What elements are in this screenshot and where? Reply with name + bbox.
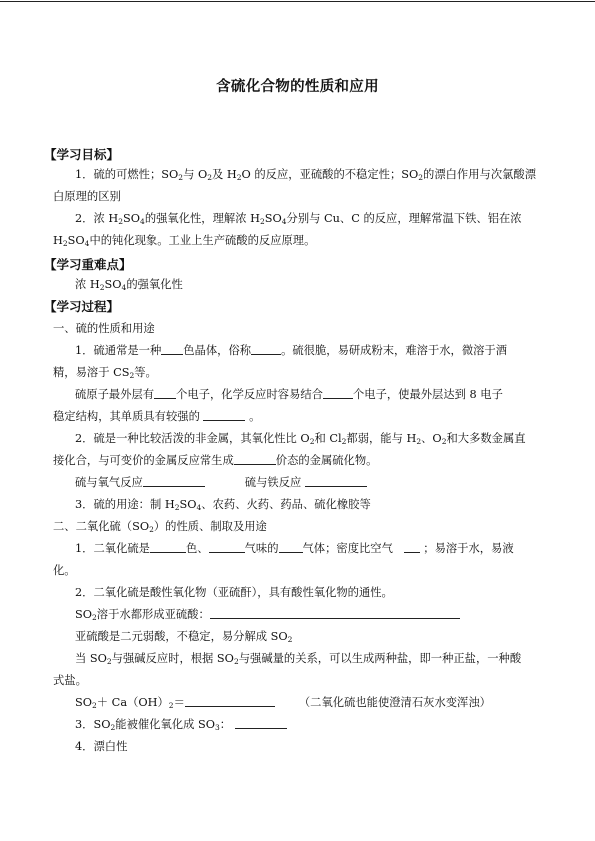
blank-outer-electrons[interactable]: [154, 387, 176, 399]
section-2-title: 二、二氧化硫$(SO_2)$的性质、制取及用途: [53, 520, 267, 534]
heading-process: 【学习过程】: [44, 299, 120, 314]
s2-sulfurous-acid-line: $SO_2$溶于水都形成亚硫酸：: [0, 607, 595, 625]
page-title: 含硫化合物的性质和应用: [216, 79, 379, 95]
s1-para-2-line-1: 硫原子最外层有 个电子，化学反应时容易结合 个电子，使最外层达到 8 电子: [75, 388, 503, 401]
s2-para-1-line-2: 化。: [53, 564, 76, 577]
s2-bleaching-line: 4．漂白性: [75, 740, 128, 753]
s1-para-1-line-2: 精，易溶于 $CS_2$等。: [53, 366, 157, 380]
s2-para-2-line: 2．二氧化硫是酸性氧化物（亚硫酐），具有酸性氧化物的通性。: [75, 586, 393, 599]
goal-2-line-2: $H_2SO_4$中的钝化现象。工业上生产硫酸的反应原理。: [53, 234, 316, 248]
blank-so2-color[interactable]: [150, 541, 186, 553]
blank-property[interactable]: [203, 409, 245, 421]
blank-so2-water-equation[interactable]: [210, 607, 460, 619]
goal-2-line-1: 2．浓 $H_2SO_4$的强氧化性，理解浓 $H_2SO_4$分别与 Cu、C 的反应，理解常温下铁、铝在浓: [75, 212, 522, 226]
s1-para-3-line-1: 2．硫是一种比较活泼的非金属，其氧化性比 $O_2$和 $Cl_2$都弱，能与 $H_2$、$O_2$和大多数金属直: [75, 432, 526, 446]
s1-para-3-line-2: 接化合，与可变价的金属反应常生成 价态的金属硫化物。: [53, 454, 378, 467]
key-point-line: 浓 $H_2SO_4$的强氧化性: [75, 278, 183, 292]
s2-oxidation-line: 3．$SO_2$能被催化氧化成 $SO_3$：: [0, 717, 595, 735]
section-1-title: 一、硫的性质和用途: [53, 322, 155, 335]
s2-base-line-2: 式盐。: [53, 674, 87, 687]
blank-s-fe-reaction[interactable]: [305, 475, 367, 487]
s1-para-2-line-2: 稳定结构，其单质具有较强的 。: [53, 410, 261, 423]
s2-limewater-line: $SO_2+ Ca(OH)_2=$ （二氧化硫也能使澄清石灰水变浑浊）: [75, 696, 491, 710]
blank-limewater-equation[interactable]: [185, 695, 275, 707]
blank-color[interactable]: [161, 343, 183, 355]
blank-common-name[interactable]: [251, 343, 281, 355]
blank-so2-toxicity[interactable]: [279, 541, 303, 553]
heading-key-points: 【学习重难点】: [44, 257, 132, 272]
s2-base-line-1: 当 $SO_2$与强碱反应时，根据 $SO_2$与强碱量的关系，可以生成两种盐，即一种正盐，一种酸: [75, 652, 522, 666]
s2-para-1-line-1: 1．二氧化硫是 色、 气味的 气体；密度比空气 ；易溶于水，易液: [75, 542, 514, 555]
blank-valence[interactable]: [234, 453, 276, 465]
s1-reactions-line: 硫与氧气反应 硫与铁反应: [0, 475, 595, 490]
blank-so2-density[interactable]: [404, 541, 420, 553]
blank-catalytic-oxidation[interactable]: [235, 717, 287, 729]
heading-goals: 【学习目标】: [44, 147, 120, 162]
blank-s-o2-reaction[interactable]: [143, 475, 205, 487]
blank-so2-odor[interactable]: [209, 541, 245, 553]
s1-para-1-line-1: 1．硫通常是一种 色晶体，俗称 。硫很脆，易研成粉末，难溶于水，微溶于酒: [75, 344, 508, 357]
goal-1-line-1: 1．硫的可燃性；$SO_2$与 $O_2$及 $H_2O$ 的反应，亚硫酸的不稳定性；$SO_2$的漂白作用与次氯酸漂: [75, 168, 537, 182]
s2-decompose-line: 亚硫酸是二元弱酸，不稳定，易分解成 $SO_2$: [75, 630, 293, 644]
s1-uses-line: 3．硫的用途：制 $H_2SO_4$、农药、火药、药品、硫化橡胶等: [75, 498, 371, 512]
goal-1-line-2: 白原理的区别: [53, 190, 121, 203]
blank-gain-electrons[interactable]: [323, 387, 353, 399]
